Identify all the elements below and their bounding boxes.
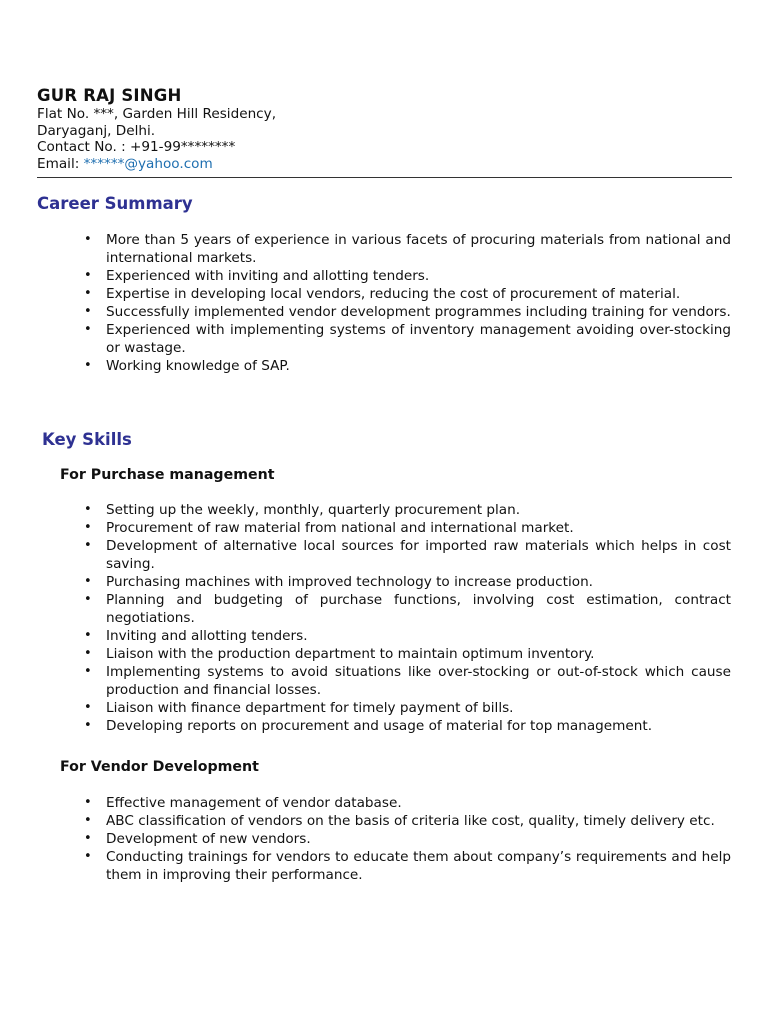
list-item: • Purchasing machines with improved technology to increase production.: [106, 573, 731, 591]
list-item: • Successfully implemented vendor development programmes including training for vendors.: [106, 303, 731, 321]
purchase-management-list: [106, 501, 731, 735]
list-item: • Implementing systems to avoid situations like over-stocking or out-of-stock which cause production and financial losses.: [106, 663, 731, 699]
key-skills-heading: Key Skills: [42, 430, 132, 449]
email-line: [37, 156, 732, 173]
email-link[interactable]: ******@yahoo.com: [83, 155, 213, 172]
list-item: • More than 5 years of experience in various facets of procuring materials from national and international markets.: [106, 231, 731, 267]
list-item: • Liaison with the production department to maintain optimum inventory.: [106, 645, 731, 663]
list-item: • Expertise in developing local vendors, reducing the cost of procurement of material.: [106, 285, 731, 303]
list-item: • Liaison with finance department for timely payment of bills.: [106, 699, 731, 717]
vendor-development-list: [106, 794, 731, 884]
career-summary-list: [106, 231, 731, 375]
email-label: Email:: [37, 155, 84, 172]
list-item: • Procurement of raw material from national and international market.: [106, 519, 731, 537]
contact-header: [37, 86, 732, 172]
list-item: • Planning and budgeting of purchase functions, involving cost estimation, contract negotiations.: [106, 591, 731, 627]
list-item: • Experienced with implementing systems of inventory management avoiding over-stocking or wastage.: [106, 321, 731, 357]
list-item: • Experienced with inviting and allotting tenders.: [106, 267, 731, 285]
vendor-development-subheading: For Vendor Development: [60, 759, 259, 775]
list-item: • Development of alternative local sources for imported raw materials which helps in cost saving.: [106, 537, 731, 573]
list-item: • Effective management of vendor database.: [106, 794, 731, 812]
list-item: • ABC classification of vendors on the basis of criteria like cost, quality, timely delivery etc.: [106, 812, 731, 830]
purchase-management-subheading: For Purchase management: [60, 467, 275, 483]
contact-number: Contact No. : +91-99********: [37, 139, 236, 155]
list-item: • Working knowledge of SAP.: [106, 357, 731, 375]
header-divider: [37, 177, 732, 178]
list-item: • Setting up the weekly, monthly, quarterly procurement plan.: [106, 501, 731, 519]
candidate-name: GUR RAJ SINGH: [37, 86, 182, 105]
career-summary-heading: Career Summary: [37, 194, 193, 213]
list-item: • Conducting trainings for vendors to educate them about company’s requirements and help them in improving their performance.: [106, 848, 731, 884]
address-line-1: Flat No. ***, Garden Hill Residency,: [37, 106, 277, 122]
address-line-2: Daryaganj, Delhi.: [37, 122, 156, 139]
list-item: • Developing reports on procurement and usage of material for top management.: [106, 717, 731, 735]
list-item: • Development of new vendors.: [106, 830, 731, 848]
list-item: • Inviting and allotting tenders.: [106, 627, 731, 645]
